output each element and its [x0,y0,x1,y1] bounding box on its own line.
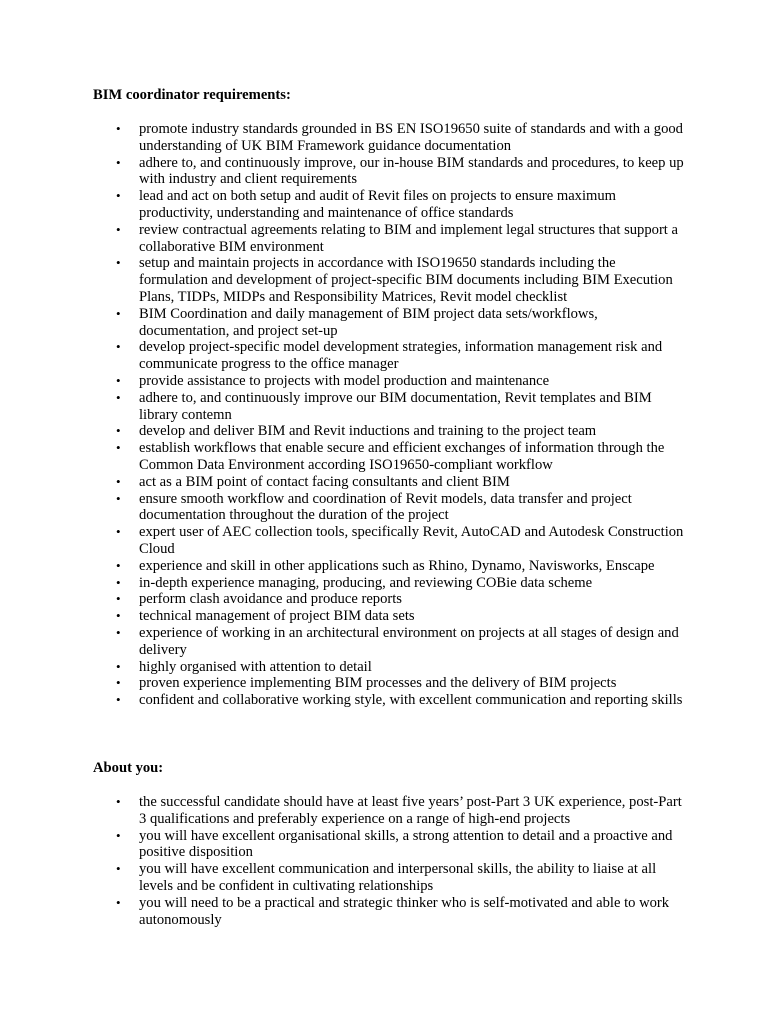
list-item-text: you will have excellent communication and interpersonal skills, the ability to liaise at all levels and be confident in cultivating relationships [139,861,657,894]
bullet-icon: • [116,624,121,640]
bullet-icon: • [116,305,121,321]
list-item [0,390,684,424]
list-item-text: establish workflows that enable secure and efficient exchanges of information through the Common Data Environment according ISO19650-compliant workflow [139,440,665,473]
list-item [0,608,684,625]
list-item-text: ensure smooth workflow and coordination of Revit models, data transfer and project documentation throughout the duration of the project [139,490,632,524]
bullet-icon: • [116,389,121,405]
bullet-icon: • [116,372,121,388]
bullet-icon: • [116,675,121,691]
list-item-text: experience of working in an architectural environment on projects at all stages of design and delivery [139,624,679,658]
list-item-text: adhere to, and continuously improve, our in-house BIM standards and procedures, to keep up with industry and client requirements [139,154,684,188]
bullet-icon: • [116,121,121,136]
list-item [0,625,684,659]
bullet-icon: • [116,608,121,624]
list-item [0,575,684,592]
bullet-icon: • [116,188,121,204]
list-item-text: confident and collaborative working style, with excellent communication and reporting skills [139,692,683,709]
list-item [0,659,684,676]
bullet-icon: • [116,473,121,489]
list-item [0,222,684,256]
bullet-icon: • [116,490,121,506]
bullet-icon: • [116,255,121,271]
list-item [0,794,684,828]
list-item-text: experience and skill in other applications such as Rhino, Dynamo, Navisworks, Enscape [139,557,655,574]
list-item [0,591,684,608]
list-item-text: perform clash avoidance and produce reports [139,591,402,608]
list-item-text: develop project-specific model development strategies, information management risk and communicate progress to the office manager [139,339,663,373]
bullet-icon: • [116,557,121,573]
list-item-text: you will have excellent organisational skills, a strong attention to detail and a proactive and positive disposition [139,827,673,861]
list-item-text: proven experience implementing BIM processes and the delivery of BIM projects [139,675,617,692]
bullet-icon: • [116,861,121,877]
list-item [0,255,684,305]
bullet-icon: • [116,658,121,674]
list-item [0,373,684,390]
list-item-text: BIM Coordination and daily management of BIM project data sets/workflows, documentation, and project set-up [139,305,598,339]
list-item [0,440,684,474]
list-item [0,155,684,189]
bullet-icon: • [116,339,121,355]
list-item-text: promote industry standards grounded in BS EN ISO19650 suite of standards and with a good understanding of UK BIM Framework guidance documentation [139,121,683,154]
bullet-icon: • [116,827,121,843]
bullet-icon: • [116,894,121,910]
bullet-icon: • [116,154,121,170]
list-item [0,828,684,862]
bullet-icon: • [116,524,121,540]
bullet-icon: • [116,221,121,237]
list-item-text: highly organised with attention to detail [139,658,372,675]
list-item [0,121,684,155]
list-item-text: adhere to, and continuously improve our BIM documentation, Revit templates and BIM library contemn [139,389,652,423]
list-item [0,188,684,222]
bullet-icon: • [116,591,121,607]
list-item [0,895,684,929]
bullet-icon: • [116,692,121,708]
list-item [0,861,684,895]
list-item [0,675,684,692]
list-item [0,491,684,525]
about-you-list [0,794,768,928]
list-item-text: review contractual agreements relating to BIM and implement legal structures that support a collaborative BIM environment [139,221,678,255]
list-item-text: provide assistance to projects with model production and maintenance [139,372,550,389]
list-item [0,558,684,575]
list-item-text: the successful candidate should have at least five years’ post-Part 3 UK experience, post-Part 3 qualifications and preferably experience on a range of high-end projects [139,794,682,827]
list-item [0,339,684,373]
bim-requirements-list [0,121,768,709]
list-item-text: lead and act on both setup and audit of Revit files on projects to ensure maximum productivity, understanding and maintenance of office standards [139,188,617,221]
list-item-text: you will need to be a practical and strategic thinker who is self-motivated and able to work autonomously [139,894,670,928]
list-item [0,524,684,558]
bullet-icon: • [116,794,121,809]
list-item-text: setup and maintain projects in accordance with ISO19650 standards including the formulation and development of project-specific BIM documents including BIM Execution Plans, TIDPs, MIDPs and Responsibility Matrices, Revit model checklist [139,255,673,305]
list-item-text: develop and deliver BIM and Revit inductions and training to the project team [139,423,597,440]
section-heading-about-you: About you: [93,760,164,776]
list-item-text: in-depth experience managing, producing, and reviewing COBie data scheme [139,574,593,591]
list-item [0,306,684,340]
list-item-text: technical management of project BIM data sets [139,608,415,625]
list-item-text: expert user of AEC collection tools, specifically Revit, AutoCAD and Autodesk Construction Cloud [139,524,684,557]
list-item [0,423,684,440]
bullet-icon: • [116,423,121,439]
list-item-text: act as a BIM point of contact facing consultants and client BIM [139,473,510,490]
list-item [0,692,684,709]
section-heading-bim-requirements: BIM coordinator requirements: [93,87,291,103]
bullet-icon: • [116,440,121,456]
bullet-icon: • [116,574,121,590]
list-item [0,474,684,491]
